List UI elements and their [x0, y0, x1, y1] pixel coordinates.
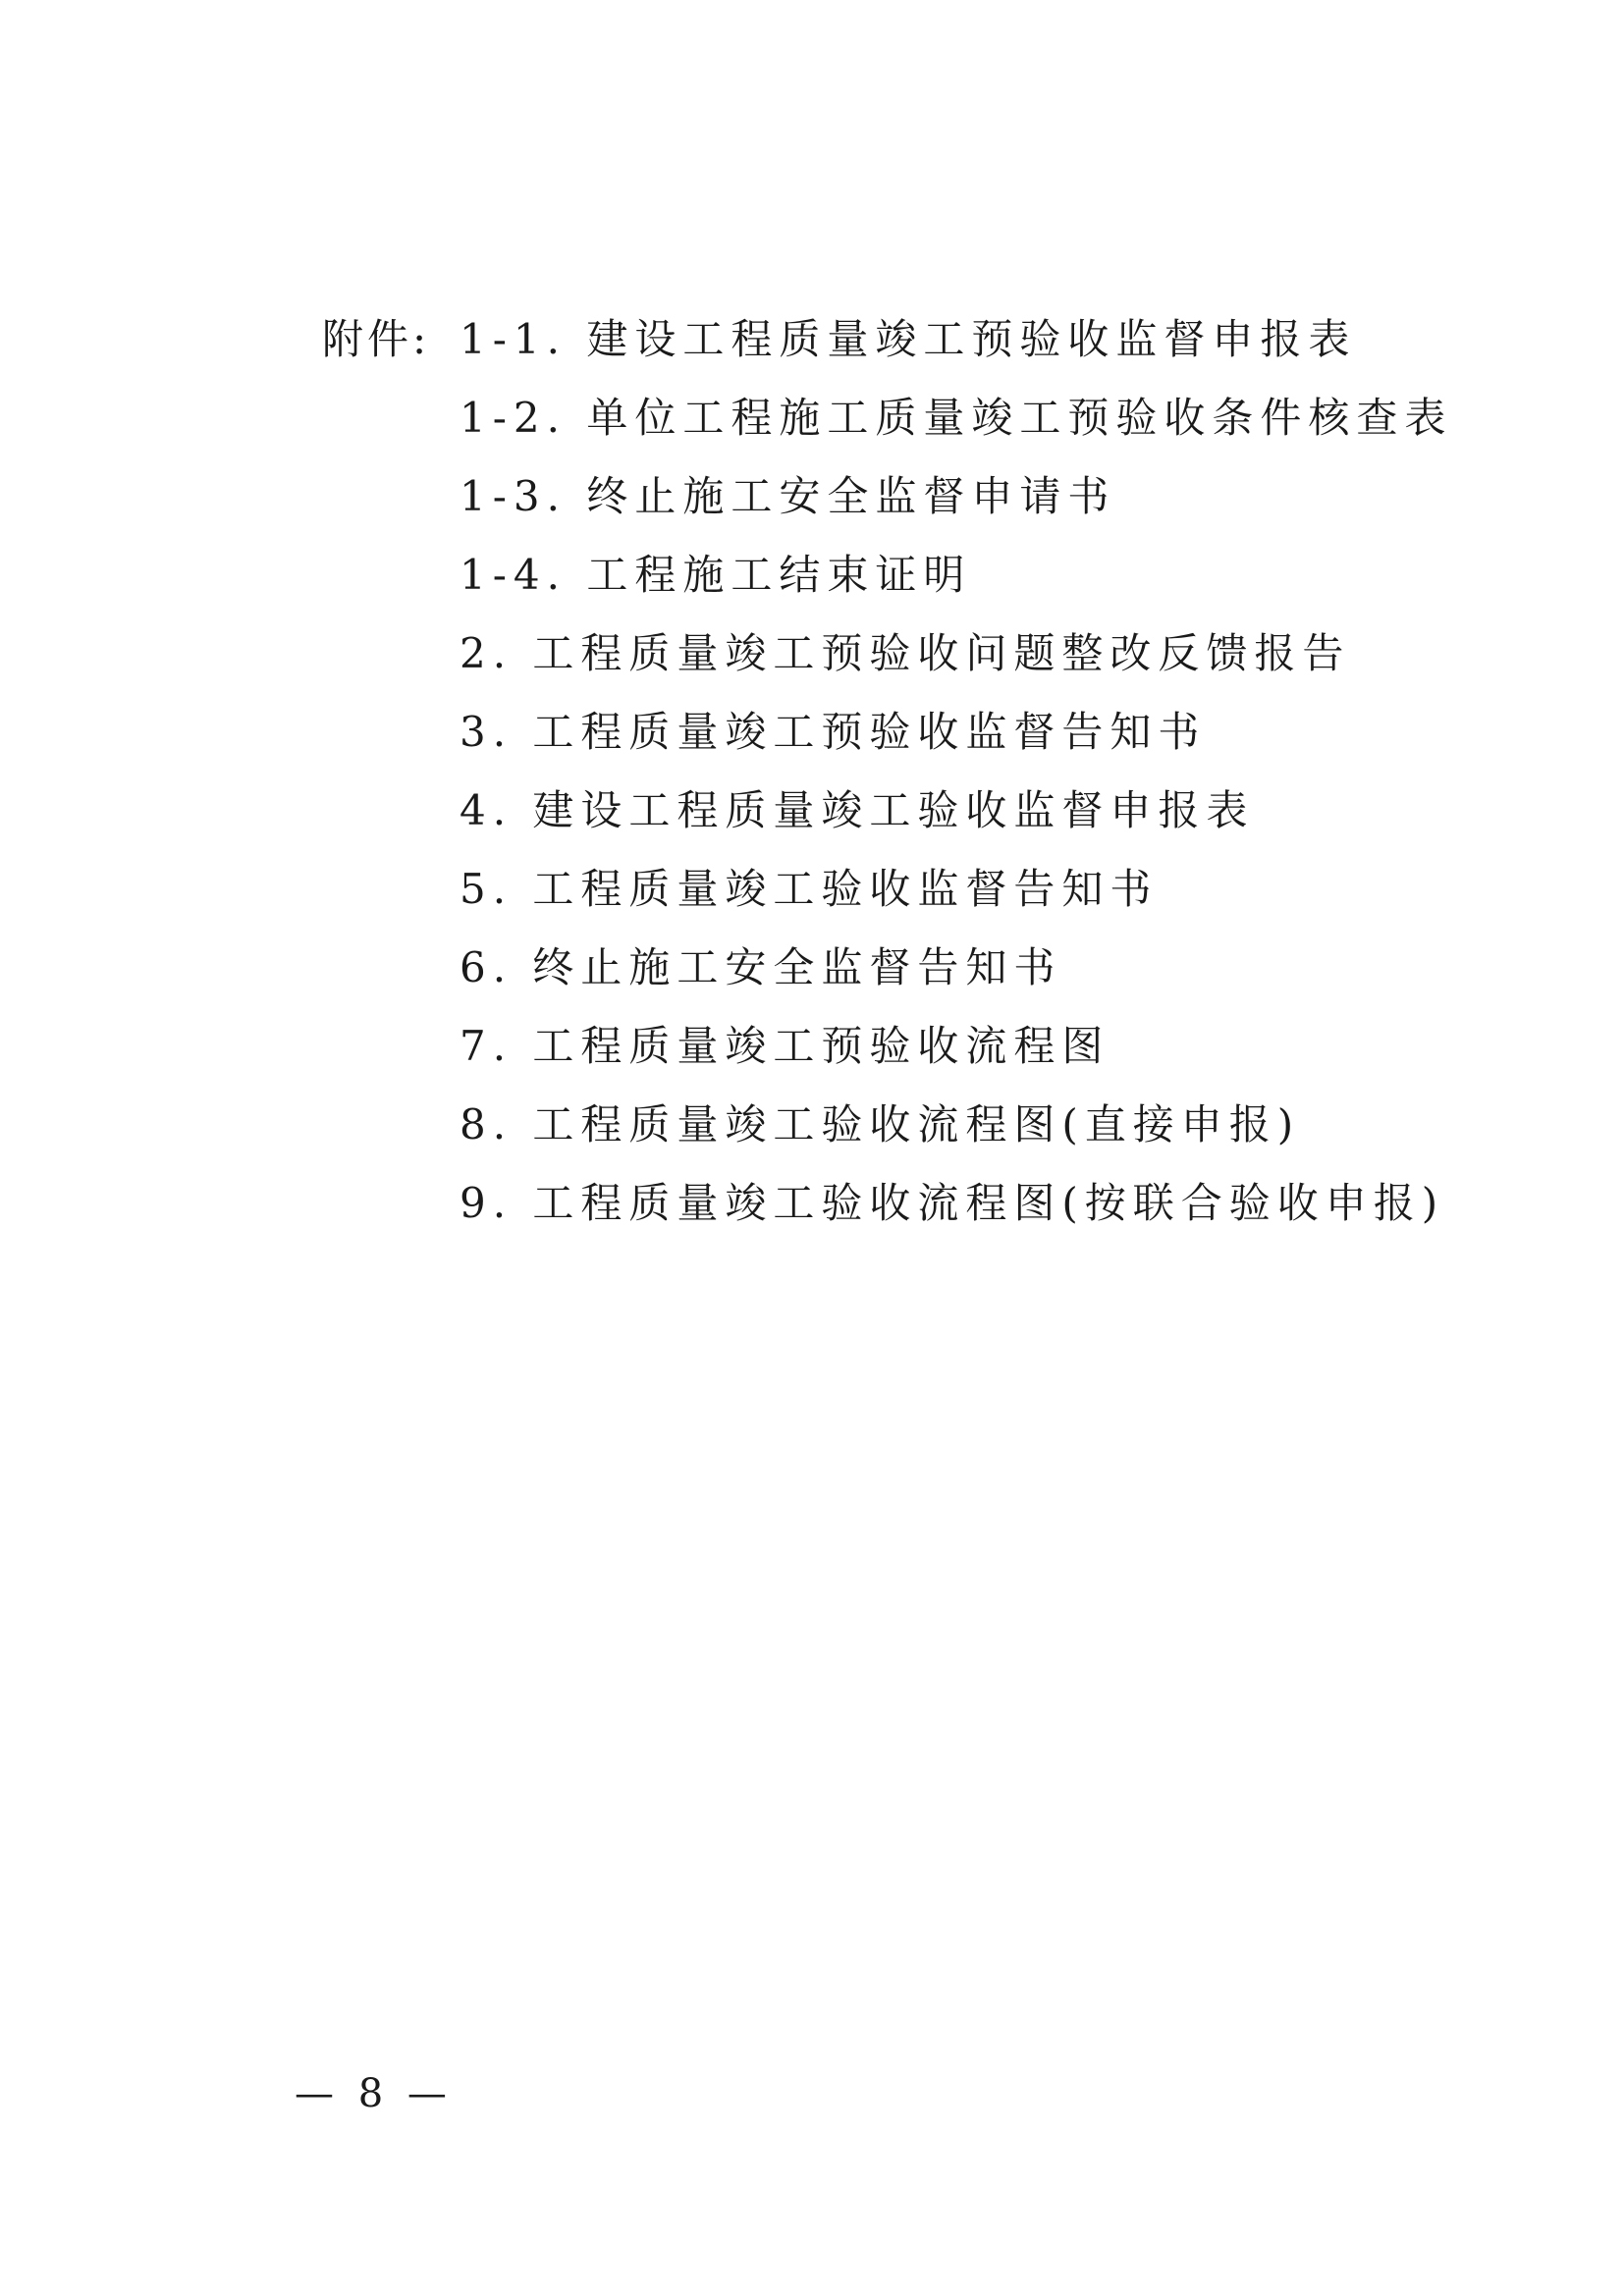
- attachment-item-text: 7. 工程质量竣工预验收流程图: [460, 1022, 1110, 1070]
- attachment-item-7: [322, 1019, 1500, 1097]
- attachment-item-text: 1-3. 终止施工安全监督申请书: [460, 472, 1116, 520]
- attachment-item-text: 9. 工程质量竣工验收流程图(按联合验收申报): [460, 1179, 1445, 1227]
- attachment-item-1-3: [322, 469, 1500, 548]
- attachment-item-text: 1-4. 工程施工结束证明: [460, 551, 972, 599]
- attachment-item-text: 4. 建设工程质量竣工验收监督申报表: [460, 786, 1255, 834]
- attachment-item-2: [322, 626, 1500, 705]
- attachment-item-text: 1-2. 单位工程施工质量竣工预验收条件核查表: [460, 394, 1453, 442]
- attachment-item-4: [322, 783, 1500, 862]
- attachment-item-1-2: [322, 391, 1500, 469]
- attachment-item-text: 5. 工程质量竣工验收监督告知书: [460, 865, 1159, 913]
- attachment-label: 附件:: [322, 315, 431, 363]
- attachment-list: [322, 312, 1500, 1255]
- attachment-item-9: [322, 1176, 1500, 1255]
- attachment-item-text: 3. 工程质量竣工预验收监督告知书: [460, 708, 1207, 756]
- attachment-item-8: [322, 1097, 1500, 1176]
- attachment-item-5: [322, 862, 1500, 940]
- attachment-item-3: [322, 705, 1500, 783]
- attachment-item-text: 2. 工程质量竣工预验收问题整改反馈报告: [460, 629, 1351, 677]
- attachment-item-text: 1-1. 建设工程质量竣工预验收监督申报表: [460, 315, 1357, 363]
- page-number: — 8 —: [295, 2071, 453, 2116]
- attachment-item-1-4: [322, 548, 1500, 626]
- attachment-item-1-1: [322, 312, 1500, 391]
- attachment-item-6: [322, 940, 1500, 1019]
- attachment-item-text: 8. 工程质量竣工验收流程图(直接申报): [460, 1100, 1301, 1148]
- attachment-item-text: 6. 终止施工安全监督告知书: [460, 943, 1062, 991]
